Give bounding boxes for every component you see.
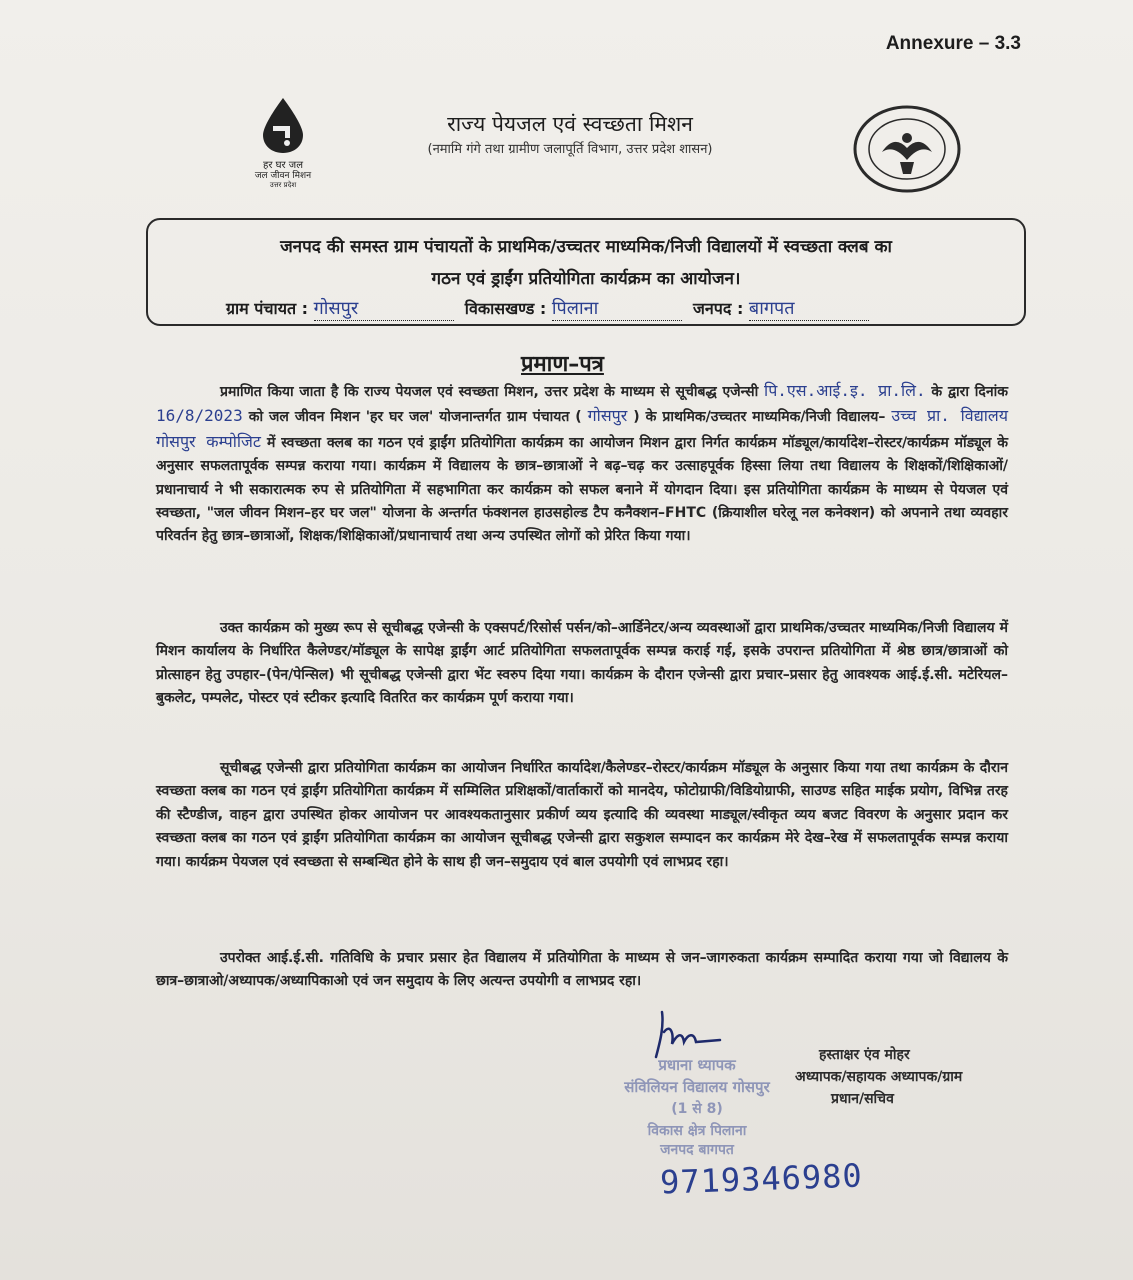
signatory-block [795,1044,1005,1110]
handwritten-village: गोसपुर [587,406,628,426]
stamp-line-4: विकास क्षेत्र पिलाना [647,1123,747,1139]
logo-line-3: उत्तर प्रदेश [269,181,297,189]
paragraph-1 [156,379,1008,549]
stamp-line-5: जनपद बागपत [660,1142,734,1158]
handwritten-phone-number: 9719346980 [659,1156,864,1202]
gram-panchayat-value: गोसपुर [314,296,454,321]
para1-text-3: को जल जीवन मिशन 'हर घर जल' योजनान्तर्गत ग्राम पंचायत ( [248,409,582,426]
district-label: जनपद : [693,299,744,318]
box-line-1: जनपद की समस्त ग्राम पंचायतों के प्राथमिक/उच्चतर माध्यमिक/निजी विद्यालयों में स्वच्छता क्लब का [280,237,892,257]
signatory-designation-1: अध्यापक/सहायक अध्यापक/ग्राम [795,1069,963,1085]
stamp-line-3: (1 से 8) [671,1101,723,1117]
block-value: पिलाना [552,296,682,321]
signature-and-seal-label: हस्ताक्षर एंव मोहर [819,1047,910,1063]
signatory-designation-2: प्रधान/सचिव [831,1091,894,1107]
paragraph-4: उपरोक्त आई.ई.सी. गतिविधि के प्रचार प्रसार हेत विद्यालय में प्रतियोगिता के माध्यम से जन–जागरुकता कार्यक्रम सम्पादित कराया गया जो विद्यालय के छात्र–छात्राओ/अध्यापक/अध्यापिकाओ एवं जन समुदाय के लिए अत्यन्त उपयोगी व लाभप्रद रहा। [156,950,1008,990]
stamp-line-1: प्रधाना ध्यापक [658,1056,736,1074]
location-fields [226,296,869,321]
logo-line-1: हर घर जल [263,160,303,171]
program-details-box [146,218,1026,326]
mission-subtitle: (नमामि गंगे तथा ग्रामीण जलापूर्ति विभाग, उत्तर प्रदेश शासन) [427,142,713,157]
district-value: बागपत [749,296,869,321]
logo-line-2: जल जीवन मिशन [254,171,312,181]
handwritten-agency: पि.एस.आई.इ. प्रा.लि. [764,381,926,400]
gram-panchayat-label: ग्राम पंचायत : [226,299,309,318]
certificate-title: प्रमाण–पत्र [521,352,604,377]
handwritten-school: उच्च प्रा. विद्यालय गोसपुर कम्पोजिट [156,406,1009,451]
paragraph-2: उक्त कार्यक्रम को मुख्य रूप से सूचीबद्ध एजेन्सी के एक्सपर्ट/रिसोर्स पर्सन/को–आर्डिनेटर/अन्य व्यवस्थाओं द्वारा प्राथमिक/उच्चतर माध्यमिक/निजी विद्यालय में मिशन कार्यालय के निर्धारित कैलेण्डर/मॉड्यूल के सापेक्ष ड्राईंग आर्ट प्रतियोगिता सफलतापूर्वक सम्पन्न कराई गई, इसके उपरान्त प्रतियोगिता में श्रेष्ठ छात्र/छात्राओं को प्रोत्साहन हेतु उपहार–(पेन/पेन्सिल) भी सूचीबद्ध एजेन्सी द्वारा भेंट स्वरुप दिया गया। कार्यक्रम के दौरान एजेन्सी द्वारा प्रचार–प्रसार हेतु आवश्यक आई.ई.सी. मटेरियल–बुकलेट, पम्पलेट, पोस्टर एवं स्टीकर इत्यादि वितरित कर कार्यक्रम पूर्ण कराया गया। [156,620,1008,707]
school-stamp [572,1054,822,1158]
stamp-line-2: संविलियन विद्यालय गोसपुर [624,1078,770,1096]
box-line-2: गठन एवं ड्राईंग प्रतियोगिता कार्यक्रम का आयोजन। [431,269,741,289]
handwritten-date: 16/8/2023 [156,406,243,426]
mission-title: राज्य पेयजल एवं स्वच्छता मिशन [447,112,693,136]
annexure-label: Annexure – 3.3 [885,33,1021,54]
para1-text-1: प्रमाणित किया जाता है कि राज्य पेयजल एवं स्वच्छता मिशन, उत्तर प्रदेश के माध्यम से सूचीबद्ध एजेन्सी [220,384,759,400]
paragraph-3: सूचीबद्ध एजेन्सी द्वारा प्रतियोगिता कार्यक्रम का आयोजन निर्धारित कार्यादेश/कैलेण्डर–रोस्टर/कार्यक्रम मॉड्यूल के अनुसार किया गया तथा कार्यक्रम के दौरान स्वच्छता क्लब का गठन एवं ड्राईंग प्रतियोगिता कार्यक्रम में सम्मिलित प्रशिक्षकों/वार्ताकारों को मानदेय, फोटोग्राफी/विडियोग्राफी, साउण्ड सहित माईक प्रयोग, विभिन्न तरह की स्टैण्डीज, वाहन द्वारा उपस्थित होकर आयोजन पर आवश्यकतानुसार प्रकीर्ण व्यय इत्यादि की व्यवस्था माड्यूल/स्वीकृत व्यय बजट विवरण के अनुसार प्रदान कर स्वच्छता क्लब का गठन एवं ड्राईंग प्रतियोगिता कार्यक्रम का आयोजन सूचीबद्ध एजेन्सी द्वारा सकुशल सम्पादन कर कार्यक्रम मेरे देख–रेख में सफलतापूर्वक सम्पन्न कराया गया। कार्यक्रम पेयजल एवं स्वच्छता से सम्बन्धित होने के साथ ही जन–समुदाय एवं बाल उपयोगी एवं लाभप्रद रहा। [156,760,1008,870]
para1-text-4: ) के प्राथमिक/उच्चतर माध्यमिक/निजी विद्यालय– [633,409,886,426]
para1-text-2: के द्वारा दिनांक [931,384,1009,400]
up-government-seal [852,104,962,194]
block-label: विकासखण्ड : [464,299,547,318]
ink-signature [650,1002,730,1062]
para1-text-5: में स्वच्छता क्लब का गठन एवं ड्राईंग प्रतियोगिता कार्यक्रम का आयोजन मिशन द्वारा निर्गत कार्यक्रम मॉड्यूल/कार्यादेश–रोस्टर/कार्यक्रम मॉड्यूल के अनुसार सफलतापूर्वक सम्पन्न कराया गया। कार्यक्रम में विद्यालय के छात्र–छात्राओं ने बढ़–चढ़ कर उत्साहपूर्वक हिस्सा लिया तथा विद्यालय के शिक्षकों/शिक्षिकाओं/प्रधानाचार्य ने भी सकारात्मक रुप से प्रतियोगिता में सहभागिता कर कार्यक्रम को सफल बनाने में योगदान दिया। इस प्रतियोगिता कार्यक्रम के माध्यम से पेयजल एवं स्वच्छता, "जल जीवन मिशन–हर घर जल" योजना के अन्तर्गत फंक्शनल हाउसहोल्ड टैप कनैक्शन–FHTC (क्रियाशील घरेलू नल कनेक्शन) को अपनाने तथा व्यवहार परिवर्तन हेतु छात्र–छात्राओं, शिक्षक/शिक्षिकाओं/प्रधानाचार्य तथा अन्य उपस्थित लोगों को प्रेरित किया गया। [156,434,1009,545]
